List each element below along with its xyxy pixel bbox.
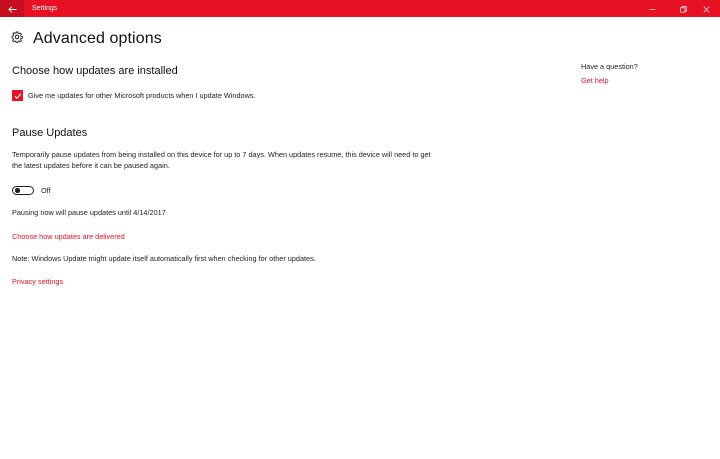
other-products-checkbox-label: Give me updates for other Microsoft products when I update Windows. (28, 91, 256, 100)
pause-description: Temporarily pause updates from being installed on this device for up to 7 days. When updates resume, this device will need to get the latest updates before it can be paused again. (12, 150, 431, 170)
update-note: Note: Windows Update might update itself automatically first when checking for other updates. (12, 254, 316, 263)
pause-toggle-row (12, 186, 51, 195)
install-section-heading: Choose how updates are installed (12, 65, 178, 77)
page-header (11, 29, 162, 49)
pause-until-text: Pausing now will pause updates until 4/14/2017 (12, 208, 166, 217)
close-icon (703, 0, 710, 18)
back-button[interactable] (0, 0, 24, 17)
restore-icon (680, 0, 687, 18)
help-question: Have a question? (581, 62, 638, 71)
get-help-link[interactable]: Get help (581, 76, 609, 85)
checkmark-icon (14, 87, 22, 105)
title-bar (0, 0, 720, 17)
other-products-checkbox[interactable] (12, 90, 23, 101)
pause-toggle-state: Off (41, 186, 51, 195)
minimize-button[interactable] (639, 0, 666, 17)
window-title: Settings (32, 5, 58, 12)
pause-section-heading: Pause Updates (12, 127, 88, 139)
privacy-settings-link[interactable]: Privacy settings (12, 277, 64, 286)
minimize-icon (649, 0, 656, 18)
page-title: Advanced options (33, 30, 162, 47)
toggle-knob (15, 188, 20, 193)
delivery-options-link[interactable]: Choose how updates are delivered (12, 232, 125, 241)
close-button[interactable] (693, 0, 720, 17)
other-products-checkbox-row[interactable] (12, 90, 256, 101)
pause-updates-toggle[interactable] (12, 186, 34, 195)
arrow-left-icon (8, 0, 17, 18)
gear-icon (11, 30, 23, 48)
